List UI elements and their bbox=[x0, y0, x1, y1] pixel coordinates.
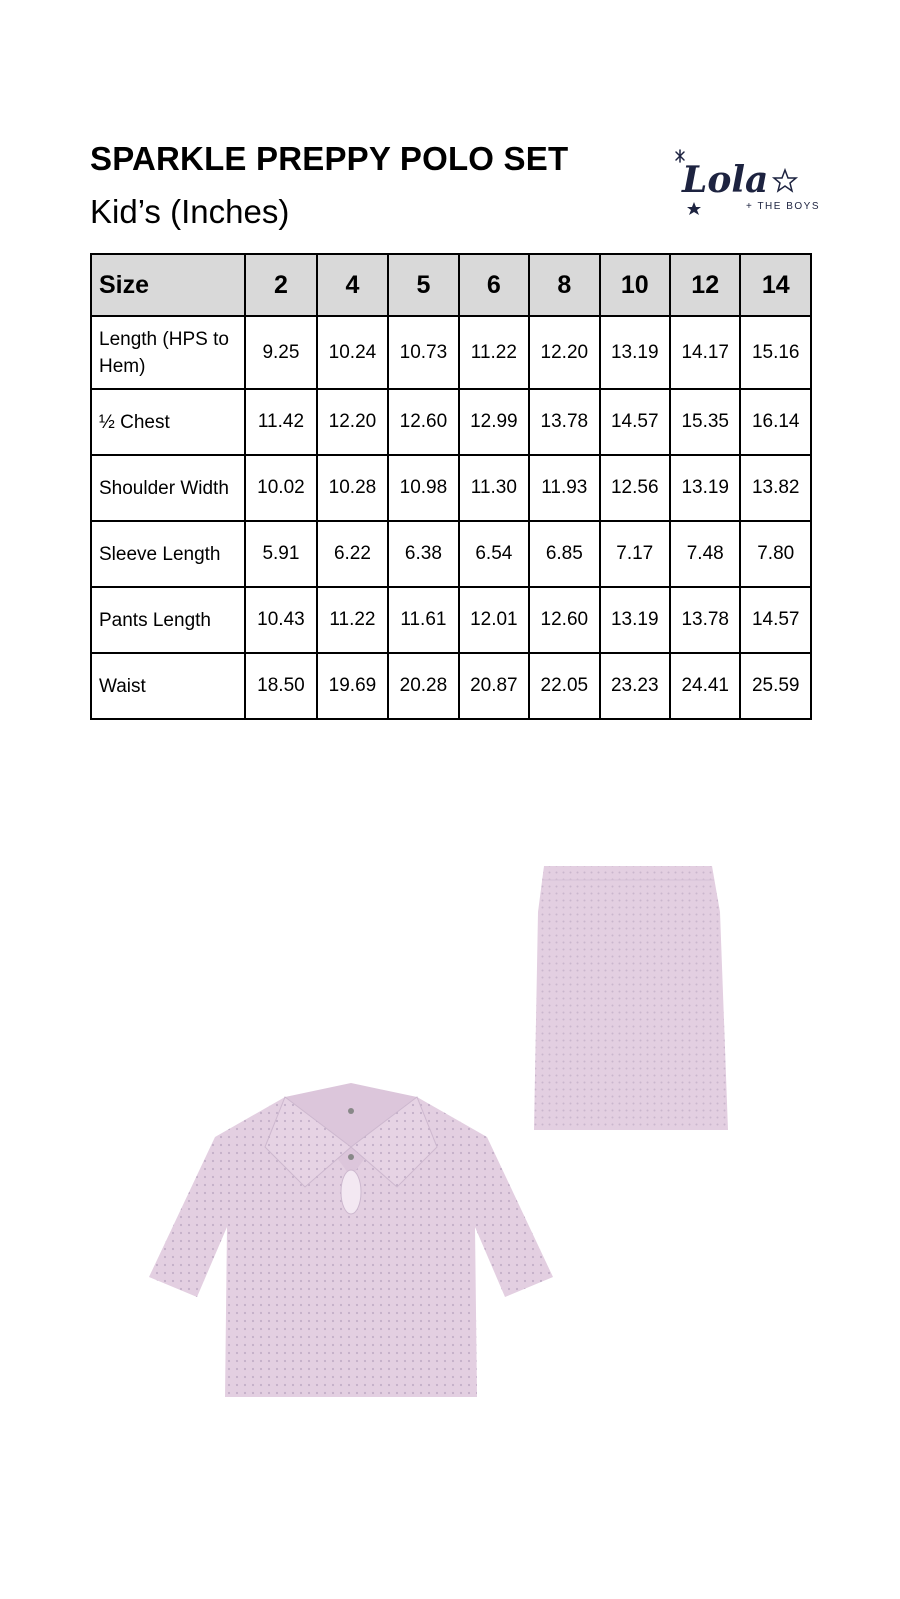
table-cell: 16.14 bbox=[740, 389, 811, 455]
header-cell: 14 bbox=[740, 254, 811, 316]
polo-top-image bbox=[145, 1077, 557, 1407]
table-cell: 7.17 bbox=[600, 521, 670, 587]
size-chart-table bbox=[90, 253, 812, 720]
table-cell: 10.73 bbox=[388, 316, 458, 389]
table-cell: 13.82 bbox=[740, 455, 811, 521]
table-cell: 11.22 bbox=[317, 587, 388, 653]
table-cell: 10.43 bbox=[245, 587, 316, 653]
table-cell: 22.05 bbox=[529, 653, 599, 719]
table-cell: 6.38 bbox=[388, 521, 458, 587]
skirt-image bbox=[532, 862, 732, 1136]
table-cell: 13.19 bbox=[600, 587, 670, 653]
header-cell: 10 bbox=[600, 254, 670, 316]
logo-script: Lola bbox=[682, 159, 769, 201]
table-cell: 11.42 bbox=[245, 389, 316, 455]
table-cell: 12.20 bbox=[529, 316, 599, 389]
row-label: ½ Chest bbox=[91, 389, 245, 455]
table-cell: 14.57 bbox=[600, 389, 670, 455]
table-cell: 10.02 bbox=[245, 455, 316, 521]
table-cell: 13.78 bbox=[529, 389, 599, 455]
table-row bbox=[91, 521, 811, 587]
table-cell: 20.28 bbox=[388, 653, 458, 719]
row-label: Shoulder Width bbox=[91, 455, 245, 521]
table-row bbox=[91, 316, 811, 389]
table-cell: 12.99 bbox=[459, 389, 529, 455]
logo-tagline: + THE BOYS bbox=[746, 201, 821, 212]
table-row bbox=[91, 653, 811, 719]
table-cell: 11.30 bbox=[459, 455, 529, 521]
table-cell: 7.48 bbox=[670, 521, 740, 587]
table-cell: 14.17 bbox=[670, 316, 740, 389]
table-cell: 6.54 bbox=[459, 521, 529, 587]
table-cell: 10.24 bbox=[317, 316, 388, 389]
table-cell: 10.28 bbox=[317, 455, 388, 521]
table-row bbox=[91, 455, 811, 521]
table-cell: 13.78 bbox=[670, 587, 740, 653]
table-header-row bbox=[91, 254, 811, 316]
table-cell: 19.69 bbox=[317, 653, 388, 719]
row-label: Sleeve Length bbox=[91, 521, 245, 587]
table-cell: 10.98 bbox=[388, 455, 458, 521]
header-cell: 2 bbox=[245, 254, 316, 316]
table-row bbox=[91, 389, 811, 455]
table-cell: 14.57 bbox=[740, 587, 811, 653]
brand-logo bbox=[672, 144, 821, 224]
header-cell: 12 bbox=[670, 254, 740, 316]
table-cell: 12.20 bbox=[317, 389, 388, 455]
table-cell: 23.23 bbox=[600, 653, 670, 719]
table-cell: 9.25 bbox=[245, 316, 316, 389]
row-label: Pants Length bbox=[91, 587, 245, 653]
page-subtitle: Kid’s (Inches) bbox=[90, 193, 290, 230]
header-cell: 4 bbox=[317, 254, 388, 316]
header-cell: 8 bbox=[529, 254, 599, 316]
table-cell: 13.19 bbox=[670, 455, 740, 521]
header-cell: Size bbox=[91, 254, 245, 316]
table-cell: 20.87 bbox=[459, 653, 529, 719]
header-cell: 5 bbox=[388, 254, 458, 316]
table-cell: 24.41 bbox=[670, 653, 740, 719]
table-cell: 6.85 bbox=[529, 521, 599, 587]
table-cell: 11.93 bbox=[529, 455, 599, 521]
table-cell: 11.22 bbox=[459, 316, 529, 389]
header-cell: 6 bbox=[459, 254, 529, 316]
table-cell: 12.60 bbox=[388, 389, 458, 455]
table-cell: 12.60 bbox=[529, 587, 599, 653]
table-cell: 15.16 bbox=[740, 316, 811, 389]
table-cell: 11.61 bbox=[388, 587, 458, 653]
table-cell: 6.22 bbox=[317, 521, 388, 587]
table-cell: 18.50 bbox=[245, 653, 316, 719]
row-label: Waist bbox=[91, 653, 245, 719]
table-cell: 5.91 bbox=[245, 521, 316, 587]
table-cell: 7.80 bbox=[740, 521, 811, 587]
table-row bbox=[91, 587, 811, 653]
table-cell: 12.56 bbox=[600, 455, 670, 521]
table-cell: 25.59 bbox=[740, 653, 811, 719]
table-cell: 15.35 bbox=[670, 389, 740, 455]
row-label: Length (HPS to Hem) bbox=[91, 316, 245, 389]
page-title: SPARKLE PREPPY POLO SET bbox=[90, 140, 569, 177]
table-cell: 12.01 bbox=[459, 587, 529, 653]
table-cell: 13.19 bbox=[600, 316, 670, 389]
